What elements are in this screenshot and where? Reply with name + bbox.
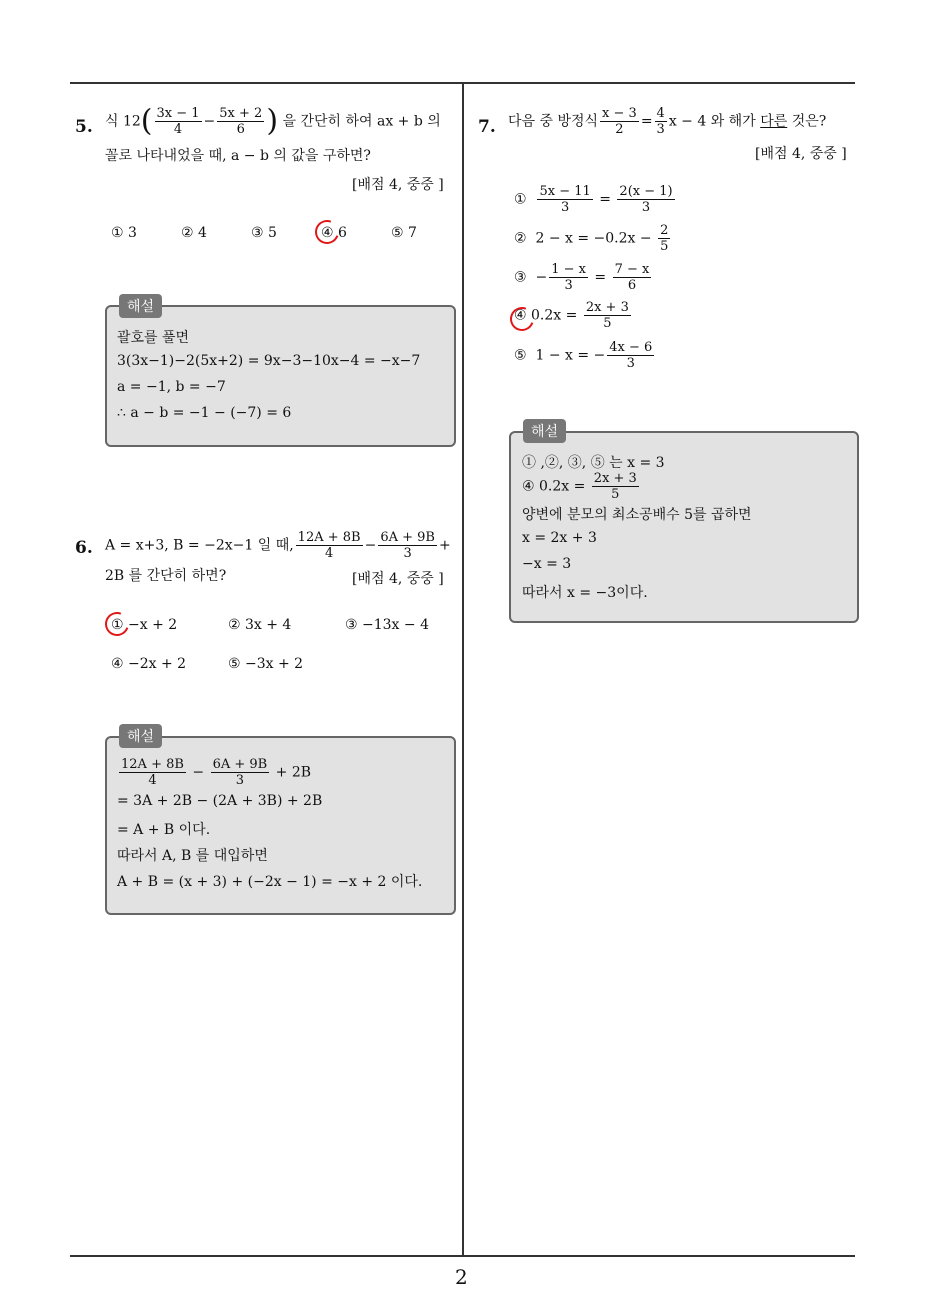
q7-choice-3: ③ − $\frac{1 - x}{3}$ = $\frac{7 - x}{6}$ [514, 262, 650, 293]
q6-choice-4: ④ −2x + 2 [111, 656, 187, 672]
page-number: 2 [455, 1265, 468, 1289]
q5-sol-line-3: a = −1, b = −7 [117, 379, 226, 395]
q7-sol-line-6: 따라서 x = −3이다. [522, 585, 648, 601]
q5-frac1: $\frac{3x - 1}{4}$ [156, 106, 200, 137]
q7-line1-a: 다음 중 방정식 [508, 113, 599, 130]
q5-sol-line-1: 괄호를 풀면 [117, 330, 190, 346]
q6-solution-tag: 해설 [119, 724, 162, 748]
q5-number: 5. [75, 117, 93, 137]
q5-choice-2: ② 4 [181, 225, 207, 241]
column-divider [462, 84, 464, 1256]
q7-underlined-word: 다른 [760, 113, 788, 130]
q6-number: 6. [75, 538, 93, 558]
q5-line1-a: 식 12 [105, 113, 141, 130]
q6-sol-line-2: = A + B 이다. [117, 822, 211, 838]
q7-meta: [배점 4, 중중 ] [755, 146, 847, 162]
q6-sol-frac1: $\frac{12A + 8B}{4}$ [121, 757, 184, 788]
q6-sol-formula [117, 757, 311, 788]
q6-sol-line-4: A + B = (x + 3) + (−2x − 1) = −x + 2 이다. [117, 874, 423, 890]
q6-choice-3: ③ −13x − 4 [345, 617, 429, 633]
q5-meta: [배점 4, 중중 ] [352, 177, 444, 193]
q6-line2: 2B 를 간단히 하면? [105, 568, 227, 584]
q6-sol-minus: − [192, 764, 205, 781]
q7-choice-4: ④ 0.2x = $\frac{2x + 3}{5}$ [514, 300, 629, 331]
bottom-rule [70, 1255, 855, 1257]
q6-line1 [105, 530, 451, 561]
q6-choice-1: ① −x + 2 [111, 617, 178, 633]
q6-answer-mark [101, 608, 133, 640]
q6-line1-a: A = x+3, B = −2x−1 일 때, [105, 537, 294, 554]
q5-choice-5: ⑤ 7 [391, 225, 417, 241]
q5-sol-line-2: 3(3x−1)−2(5x+2) = 9x−3−10x−4 = −x−7 [117, 353, 421, 369]
q6-sol-tail: + 2B [275, 764, 312, 781]
q6-choice-5: ⑤ −3x + 2 [228, 656, 304, 672]
q5-line1-b: 을 간단히 하여 ax + b 의 [278, 113, 441, 130]
q6-choice-2: ② 3x + 4 [228, 617, 292, 633]
q6-minus: − [364, 537, 377, 554]
q7-choice-2: ② 2 − x = −0.2x − $\frac{2}{5}$ [514, 223, 669, 254]
q7-frac1: $\frac{x - 3}{2}$ [602, 106, 637, 137]
q5-paren-right: ) [266, 103, 279, 139]
q7-choice-1: ① $\frac{5x - 11}{3}$ = $\frac{2(x - 1)}{3}$ [514, 184, 673, 215]
q5-sol-line-4: ∴ a − b = −1 − (−7) = 6 [117, 405, 292, 421]
q5-choice-4: ④ 6 [321, 225, 347, 241]
q6-plus: + [438, 537, 451, 554]
q5-choice-3: ③ 5 [251, 225, 277, 241]
q5-minus: − [203, 113, 216, 130]
q7-sol-line-2: ④ 0.2x = $\frac{2x + 3}{5}$ [522, 471, 637, 502]
q6-frac2: $\frac{6A + 9B}{3}$ [380, 530, 435, 561]
q5-paren-left: ( [140, 103, 153, 139]
q7-sol-line-3: 양변에 분모의 최소공배수 5를 곱하면 [522, 507, 752, 523]
q7-line1-b: x − 4 와 해가 [668, 113, 756, 130]
q6-frac1: $\frac{12A + 8B}{4}$ [297, 530, 361, 561]
q6-sol-line-3: 따라서 A, B 를 대입하면 [117, 848, 268, 864]
q5-solution-tag: 해설 [119, 294, 162, 318]
q7-sol-line-5: −x = 3 [522, 556, 572, 572]
q7-line1-c: 것은? [791, 113, 827, 130]
q5-line1 [105, 103, 441, 139]
q5-answer-mark [311, 216, 343, 248]
q7-sol-line-1: ① ,②, ③, ⑤ 는 x = 3 [522, 455, 665, 471]
q7-number: 7. [478, 117, 496, 137]
q6-sol-line-1: = 3A + 2B − (2A + 3B) + 2B [117, 793, 323, 809]
q6-sol-frac2: $\frac{6A + 9B}{3}$ [212, 757, 268, 788]
q5-frac2: $\frac{5x + 2}{6}$ [219, 106, 263, 137]
q5-choice-1: ① 3 [111, 225, 137, 241]
q7-eq: = [640, 113, 653, 130]
q6-meta: [배점 4, 중중 ] [352, 571, 444, 587]
q7-sol-line-4: x = 2x + 3 [522, 530, 597, 546]
q7-choice-5: ⑤ 1 − x = − $\frac{4x - 6}{3}$ [514, 340, 653, 371]
q7-frac2: $\frac{4}{3}$ [656, 106, 665, 137]
q5-line2: 꼴로 나타내었을 때, a − b 의 값을 구하면? [105, 148, 371, 164]
q7-solution-tag: 해설 [523, 419, 566, 443]
q7-line1 [508, 106, 826, 137]
